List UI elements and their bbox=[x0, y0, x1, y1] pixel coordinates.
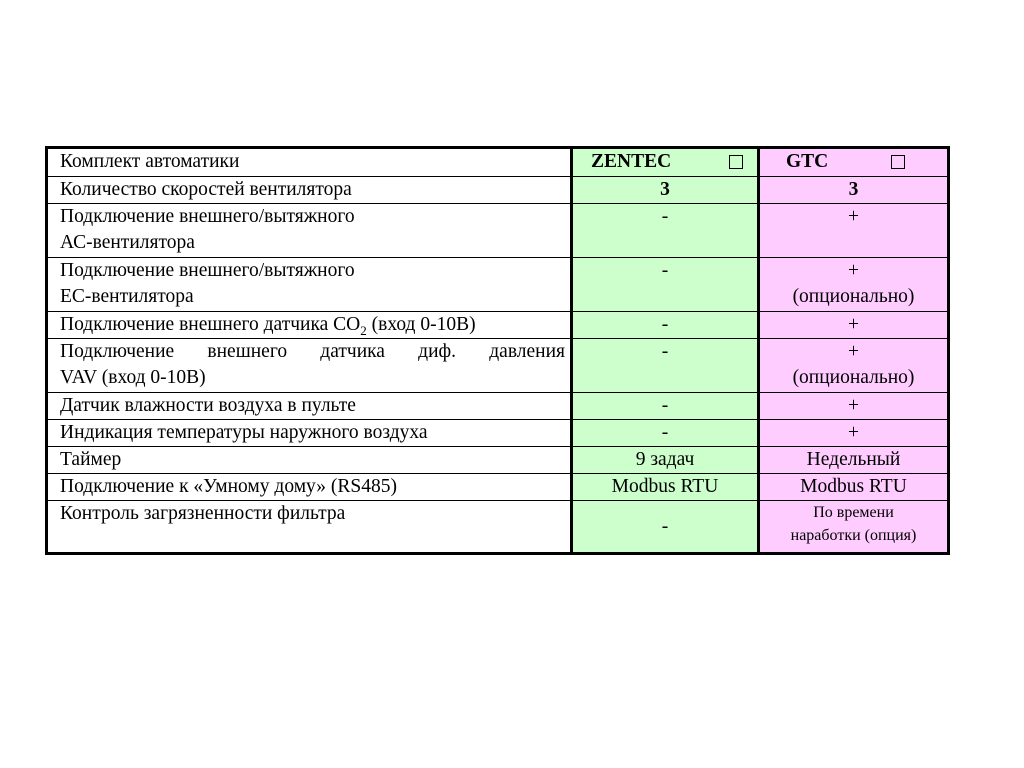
table-row bbox=[47, 312, 949, 339]
gtc-value: + bbox=[759, 312, 949, 339]
table-row bbox=[47, 474, 949, 501]
zentec-value: - bbox=[572, 204, 759, 258]
gtc-value: Недельный bbox=[759, 447, 949, 474]
row-label bbox=[47, 447, 572, 474]
gtc-value bbox=[759, 339, 949, 393]
table-row bbox=[47, 258, 949, 312]
row-label-text: Датчик влажности воздуха в пульте bbox=[60, 395, 356, 416]
row-label-text: Количество скоростей вентилятора bbox=[60, 179, 352, 200]
gtc-value: + bbox=[759, 393, 949, 420]
zentec-checkbox[interactable] bbox=[729, 155, 743, 169]
gtc-value-line: + bbox=[848, 341, 859, 362]
header-label-cell bbox=[47, 148, 572, 177]
zentec-value: 9 задач bbox=[572, 447, 759, 474]
zentec-value: Modbus RTU bbox=[572, 474, 759, 501]
row-label bbox=[47, 258, 572, 312]
comparison-table bbox=[45, 146, 950, 555]
table-row bbox=[47, 447, 949, 474]
row-label-line: ЕС-вентилятора bbox=[60, 286, 194, 307]
row-label-line: Подключение внешнего датчика диф. давления bbox=[60, 341, 565, 362]
zentec-value: - bbox=[572, 258, 759, 312]
row-label bbox=[47, 339, 572, 393]
row-label-line: Подключение внешнего/вытяжного bbox=[60, 206, 355, 227]
zentec-value: - bbox=[572, 393, 759, 420]
gtc-value bbox=[759, 501, 949, 554]
gtc-value-line: (опционально) bbox=[792, 286, 915, 307]
zentec-value: - bbox=[572, 501, 759, 554]
gtc-checkbox[interactable] bbox=[891, 155, 905, 169]
row-label-text: Подключение внешнего датчика СО bbox=[60, 314, 361, 335]
gtc-header-cell bbox=[759, 148, 949, 177]
zentec-value: 3 bbox=[572, 177, 759, 204]
row-label bbox=[47, 420, 572, 447]
co2-subscript: 2 bbox=[360, 322, 367, 338]
header-label: Комплект автоматики bbox=[60, 151, 240, 172]
table-row bbox=[47, 501, 949, 554]
row-label bbox=[47, 204, 572, 258]
table-row bbox=[47, 420, 949, 447]
row-label bbox=[47, 177, 572, 204]
gtc-value: + bbox=[759, 420, 949, 447]
table-header-row bbox=[47, 148, 949, 177]
table-row bbox=[47, 204, 949, 258]
row-label-line: VAV (вход 0-10В) bbox=[60, 367, 206, 388]
gtc-value: Modbus RTU bbox=[759, 474, 949, 501]
gtc-value bbox=[759, 258, 949, 312]
zentec-header-cell bbox=[572, 148, 759, 177]
row-label bbox=[47, 393, 572, 420]
row-label bbox=[47, 474, 572, 501]
row-label-text: Индикация температуры наружного воздуха bbox=[60, 422, 428, 443]
zentec-value: - bbox=[572, 312, 759, 339]
gtc-value-line: По времени bbox=[813, 504, 894, 521]
row-label-text-tail: (вход 0-10В) bbox=[366, 314, 476, 335]
gtc-value-line: + bbox=[848, 260, 859, 281]
gtc-header-label: GTC bbox=[786, 151, 829, 172]
row-label bbox=[47, 501, 572, 554]
table-row bbox=[47, 339, 949, 393]
row-label-text: Подключение к «Умному дому» (RS485) bbox=[60, 476, 397, 497]
gtc-value: + bbox=[759, 204, 949, 258]
table-row bbox=[47, 393, 949, 420]
row-label bbox=[47, 312, 572, 339]
row-label-text: Таймер bbox=[60, 449, 122, 470]
row-label-text: Контроль загрязненности фильтра bbox=[60, 503, 346, 524]
gtc-value-line: наработки (опция) bbox=[790, 527, 917, 544]
table-row bbox=[47, 177, 949, 204]
row-label-line: Подключение внешнего/вытяжного bbox=[60, 260, 355, 281]
zentec-value: - bbox=[572, 339, 759, 393]
zentec-header-label: ZENTEC bbox=[591, 151, 672, 172]
gtc-value-line: (опционально) bbox=[792, 367, 915, 388]
row-label-line: АС-вентилятора bbox=[60, 232, 195, 253]
gtc-value: 3 bbox=[759, 177, 949, 204]
zentec-value: - bbox=[572, 420, 759, 447]
